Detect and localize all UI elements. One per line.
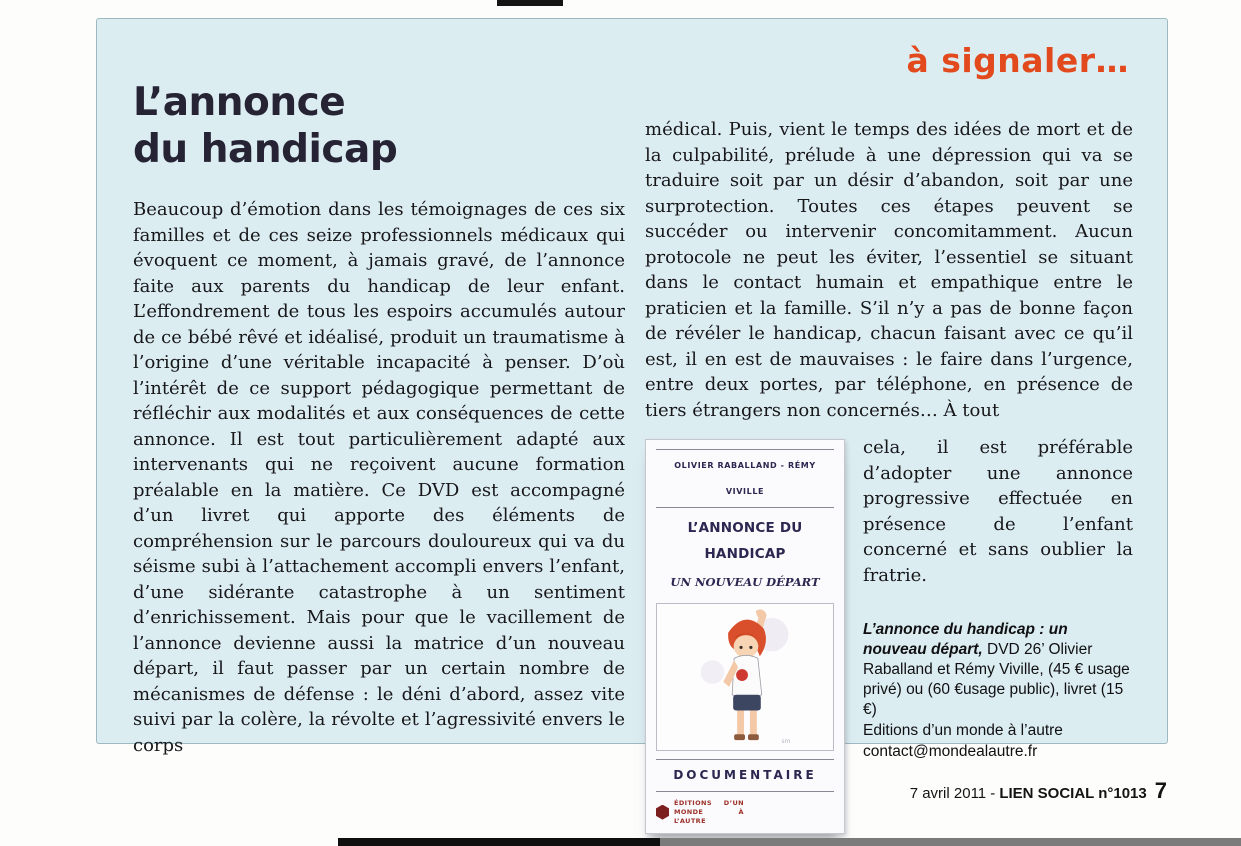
caption-email: contact@mondealautre.fr (863, 743, 1038, 760)
article-title-line2: du handicap (133, 127, 398, 172)
dvd-caption (863, 620, 1133, 762)
caption-main (863, 620, 1133, 720)
footer-date: 7 avril 2011 - (909, 785, 996, 802)
dvd-cover-holder (645, 439, 845, 834)
wrap-text: cela, il est préférable d’adopter une annonce progressive effectuée en présence de l’enfant concerné et sans oublier la fratrie. (863, 437, 1133, 586)
dvd-cover-publisher: ÉDITIONS D’UN MONDE À L’AUTRE (674, 799, 744, 825)
dvd-cover-illustration (656, 603, 834, 751)
dvd-cover (645, 439, 845, 834)
scan-artifact-bottom-right (660, 838, 1241, 846)
caption-lead: L’annonce du handicap : un nouveau départ, (863, 621, 1068, 658)
article-left-column (133, 197, 625, 758)
scan-artifact-bottom-left (338, 838, 660, 846)
caption-body: DVD 26’ Olivier Raballand et Rémy Viville, (45 € usage privé) ou (60 €usage public), livret (15 €) (863, 641, 1130, 718)
svg-text:sm: sm (781, 738, 791, 745)
dvd-cover-authors: OLIVIER RABALLAND - RÉMY VIVILLE (656, 449, 834, 508)
dvd-publisher-row (656, 799, 834, 825)
dvd-cover-subtitle: UN NOUVEAU DÉPART (670, 575, 820, 589)
article-title (133, 79, 397, 173)
footer-journal-name: LIEN SOCIAL n°1013 (999, 785, 1147, 802)
caption-publisher: Editions d’un monde à l’autre (863, 722, 1063, 739)
page-footer (910, 778, 1167, 804)
section-label: à signaler… (906, 41, 1129, 80)
scan-artifact-top (497, 0, 563, 6)
left-column-text: Beaucoup d’émotion dans les témoignages de ces six familles et de ces seize professionnels médicaux qui évoquent ce moment, à jamais gravé, de l’annonce faite aux parents du handicap de leur enfant. L’effondrement de tous les espoirs accumulés autour de ce bébé rêvé et idéalisé, produit un traumatisme à l’origine d’une véritable incapacité à penser. D’où l’intérêt de ce support pédagogique permettant de réfléchir aux modalités et aux conséquences de cette annonce. Il est tout particulièrement adapté aux intervenants qui ne reçoivent aucune formation préalable en la matière. Ce DVD est accompagné d’un livret qui apporte des éléments de compréhension sur le parcours douloureux qui va du séisme subi à l’attachement accompli envers l’enfant, d’une sidérante catastrophe à un sentiment d’enrichissement. Mais pour que le vacillement de l’annonce devienne aussi la matrice d’un nouveau départ, il faut passer par un certain nombre de mécanismes de défense : le déni d’abord, assez vite suivi par la colère, la révolte et l’agressivité envers le corps (133, 199, 625, 756)
article-title-line1: L’annonce (133, 80, 346, 125)
manga-girl-illustration (690, 603, 800, 751)
footer-page-number: 7 (1154, 778, 1167, 803)
dvd-cover-genre: DOCUMENTAIRE (656, 759, 834, 793)
media-text (863, 435, 1133, 762)
right-column-paragraph: médical. Puis, vient le temps des idées de mort et de la culpabilité, prélude à une dépression qui va se traduire soit par un désir d’abandon, soit par une surprotection. Toutes ces étapes peuvent se succéder ou intervenir concomitamment. Aucun protocole ne peut les éviter, l’essentiel se situant dans le contact humain et empathique entre le praticien et la famille. S’il n’y a pas de bonne façon de révéler le handicap, chacun faisant avec ce qu’il est, il en est de mauvaises : le faire dans l’urgence, entre deux portes, par téléphone, en présence de tiers étrangers non concernés… À tout (645, 119, 1133, 421)
publisher-crest-icon (656, 805, 669, 820)
dvd-cover-title: L’ANNONCE DU HANDICAP (687, 520, 803, 562)
